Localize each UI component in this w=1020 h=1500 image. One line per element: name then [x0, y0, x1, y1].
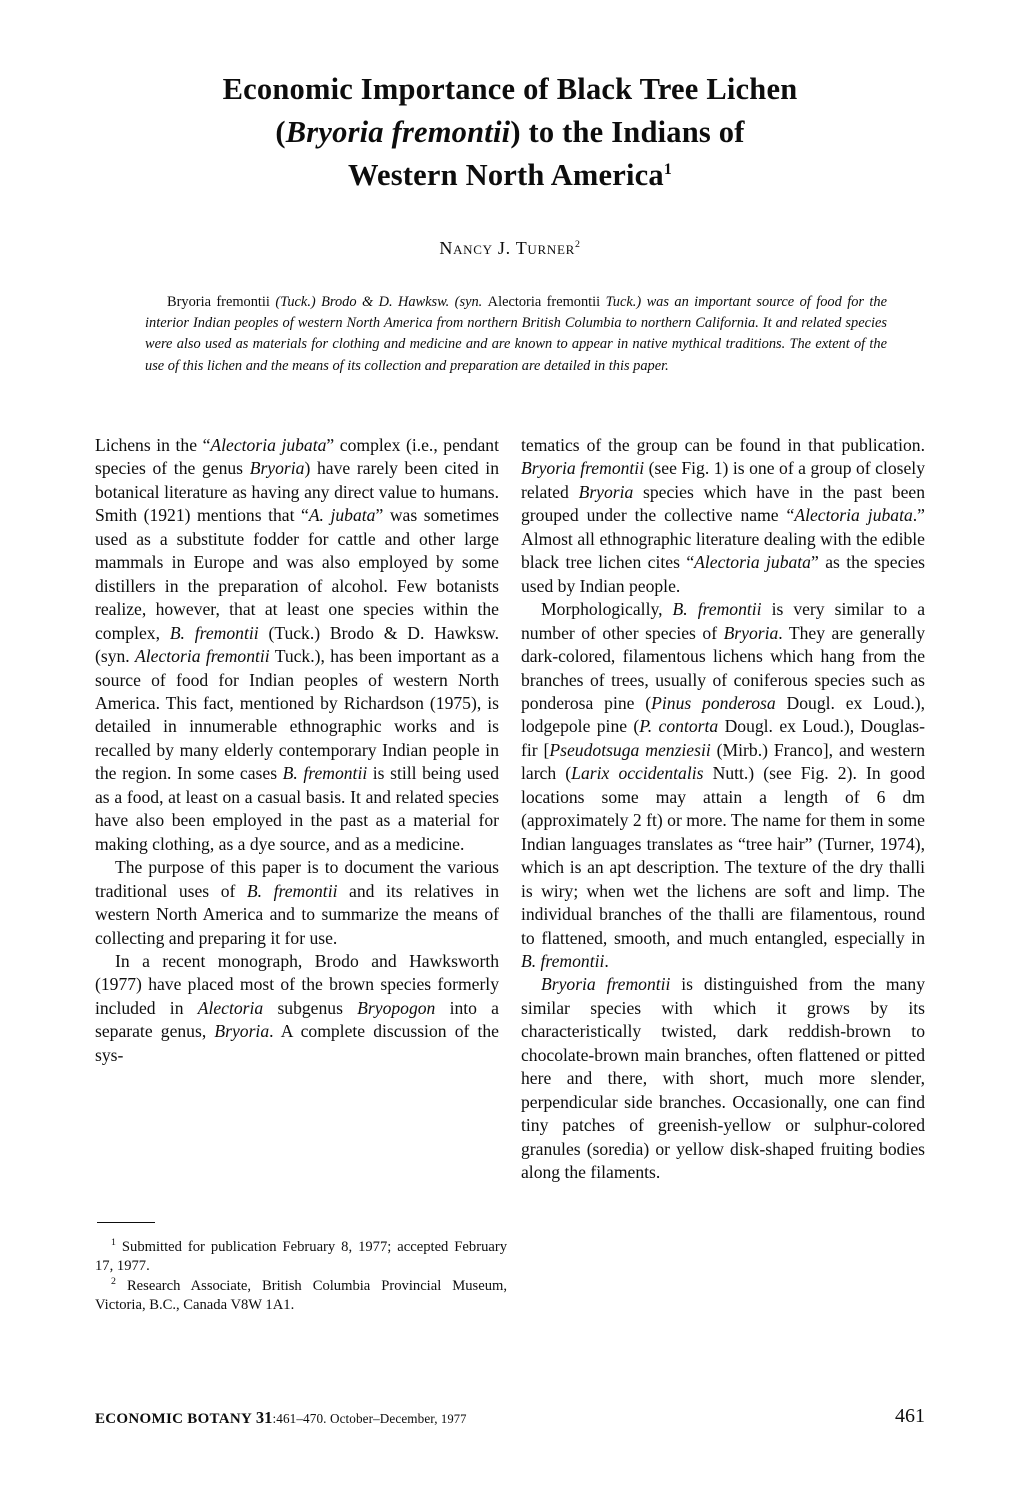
title-species-name: Bryoria fremontii: [285, 115, 511, 149]
paragraph-5: [521, 598, 925, 973]
author-byline: [95, 238, 925, 259]
journal-name: ECONOMIC BOTANY: [95, 1411, 253, 1427]
italic-run: B. fremontii: [672, 599, 762, 620]
paragraph-2: [95, 856, 499, 950]
footnote-1-marker: 1: [111, 1237, 116, 1249]
journal-issue: October–December,: [326, 1411, 438, 1426]
italic-run: Bryoria fremontii: [521, 458, 645, 479]
footnote-separator: [97, 1222, 155, 1223]
page-title: [95, 68, 925, 197]
text-run: Nutt.) (see Fig. 2). In good locations some may attain a length of 6 dm (approximately 2 ft) or more. The name for them in some Indian languages translates as “tree hair” (Turner, 1974), which is an apt description. The texture of the dry thalli is wiry; when wet the lichens are soft and limp. The individual branches of the thalli are filamentous, round to flattened, smooth, and much entangled, especially in: [521, 763, 925, 948]
text-run: species which have in the past been grouped under the collective name “: [521, 481, 925, 526]
italic-run: Bryopogon: [357, 997, 436, 1018]
italic-run: Bryoria fremontii: [541, 974, 671, 995]
text-run: Morphologically,: [541, 599, 673, 620]
italic-run: Bryoria: [723, 622, 779, 643]
italic-run: B. fremontii: [246, 880, 338, 901]
page-footer: [95, 1405, 925, 1432]
paragraph-4: [521, 434, 925, 598]
abstract-authority-1: (Tuck.) Brodo & D. Hawksw. (syn.: [275, 294, 488, 310]
title-text-3: Western North America: [347, 158, 664, 192]
text-run: is still being used as a food, at least on a casual basis. It and related species have also been employed in the past as a material for making clothing, as a dye source, and as a medicine.: [95, 763, 499, 854]
footnote-1: [95, 1238, 507, 1277]
text-run: Tuck.), has been important as a source of food for Indian peoples of western North America. This fact, mentioned by Richardson (1975), is detailed in innumerable ethnographic works and is recalled by many elderly contemporary Indian people in the region. In some cases: [95, 646, 500, 784]
body-column-right: [521, 434, 925, 1185]
text-run: .: [604, 950, 609, 971]
text-run: ” as the species used by Indian people.: [521, 552, 925, 596]
text-run: and its relatives in western North America and to summarize the means of collecting and preparing it for use.: [95, 880, 499, 948]
text-run: Lichens in the “: [95, 435, 211, 455]
text-run: subgenus: [263, 997, 358, 1018]
text-run: tematics of the group can be found in that publication.: [521, 435, 925, 455]
text-run: ” was sometimes used as a substitute fodder for cattle and other large mammals in Europe and was also employed by some distillers in the preparation of alcohol. Few botanists realize, however, that at least one species within the complex,: [95, 505, 499, 643]
abstract-species: Bryoria fremontii: [167, 294, 276, 310]
journal-year: 1977: [437, 1412, 467, 1426]
text-run: In a recent monograph, Brodo and Hawksworth (1977) have placed most of the brown species formerly included in: [95, 950, 499, 1018]
title-line-2: [95, 111, 925, 154]
italic-run: B. fremontii: [282, 763, 368, 784]
title-line-1: [95, 68, 925, 111]
footnote-2-marker: 2: [111, 1275, 116, 1287]
journal-citation: [95, 1408, 467, 1428]
author-footnote-marker: 2: [574, 239, 581, 250]
text-run: The purpose of this paper is to document the various traditional uses of: [95, 857, 499, 901]
italic-run: Bryoria: [578, 481, 634, 502]
italic-run: P. contorta: [639, 716, 719, 737]
text-run: .” Almost all ethnographic literature dealing with the edible black tree lichen cites “: [521, 505, 925, 573]
abstract-body: Tuck.) was an important source of food for the interior Indian peoples of western North America from northern British Columbia to northern California. It and related species were also used as materials for clothing and medicine and are known to appear in native mythical traditions. The extent of the use of this lichen and the means of its collection and preparation are detailed in this paper.: [145, 294, 887, 374]
text-run: into a separate genus,: [95, 997, 499, 1042]
text-run: is very similar to a number of other species of: [521, 599, 926, 643]
text-run: (Mirb.) Franco], and western larch (: [521, 739, 925, 784]
italic-run: Alectoria jubata: [694, 552, 811, 573]
italic-run: Pinus ponderosa: [651, 692, 776, 713]
text-run: is distinguished from the many similar species with which it grows by its characteristically twisted, dark reddish-brown to chocolate-brown main branches, often flattened or pitted here and there, with short, much more slender, perpendicular side branches. Occasionally, one can find tiny patches of greenish-yellow or sulphur-colored granules (soredia) or yellow disk-shaped fruiting bodies along the filaments.: [521, 974, 925, 1183]
footnote-2: [95, 1277, 507, 1316]
author-name: Nancy J. Turner: [439, 238, 575, 258]
page-number: 461: [895, 1405, 925, 1427]
italic-run: Alectoria jubata: [210, 435, 327, 455]
footnote-2-text: Research Associate, British Columbia Provincial Museum, Victoria, B.C., Canada V8W 1A1.: [95, 1277, 507, 1313]
text-run: Dougl. ex Loud.), Douglas-fir [: [521, 716, 925, 760]
italic-run: Bryoria: [249, 458, 305, 479]
italic-run: Pseudotsuga menziesii: [549, 739, 711, 760]
journal-pages: :461–470.: [272, 1411, 327, 1426]
italic-run: B. fremontii: [169, 622, 259, 643]
text-run: (Tuck.) Brodo & D. Hawksw. (syn.: [95, 622, 499, 667]
journal-volume: 31: [255, 1408, 273, 1427]
title-text-2: ) to the Indians of: [510, 115, 745, 149]
text-run: . A complete discussion of the sys-: [95, 1021, 499, 1065]
text-run: Dougl. ex Loud.), lodgepole pine (: [521, 692, 925, 737]
text-run: . They are generally dark-colored, filamentous lichens which hang from the branches of trees, usually of coniferous species such as ponderosa pine (: [521, 622, 925, 713]
footnotes: [95, 1238, 507, 1315]
paragraph-1: [95, 434, 499, 856]
paragraph-3: [95, 950, 499, 1067]
text-run: ” complex (i.e., pendant species of the genus: [95, 435, 499, 479]
title-paren-open: (: [275, 115, 286, 149]
title-line-3: [95, 154, 925, 197]
italic-run: Larix occidentalis: [571, 763, 704, 784]
paragraph-6: [521, 973, 925, 1184]
body-column-left: [95, 434, 499, 1067]
italic-run: Bryoria: [214, 1021, 270, 1042]
text-run: ) have rarely been cited in botanical literature as having any direct value to humans. Smith (1921) mentions that “: [95, 458, 499, 526]
footnote-1-text: Submitted for publication February 8, 1977; accepted February 17, 1977.: [95, 1239, 507, 1275]
italic-run: B. fremontii: [521, 950, 605, 971]
italic-run: Alectoria: [197, 997, 264, 1018]
italic-run: Alectoria fremontii: [135, 646, 270, 667]
italic-run: Alectoria jubata: [794, 505, 913, 526]
abstract-synonym: Alectoria fremontii: [487, 294, 606, 310]
abstract: [145, 292, 887, 377]
italic-run: A. jubata: [308, 505, 376, 526]
title-footnote-marker: 1: [663, 160, 673, 178]
title-text-1: Economic Importance of Black Tree Lichen: [222, 72, 798, 106]
text-run: (see Fig. 1) is one of a group of closely related: [521, 458, 925, 502]
